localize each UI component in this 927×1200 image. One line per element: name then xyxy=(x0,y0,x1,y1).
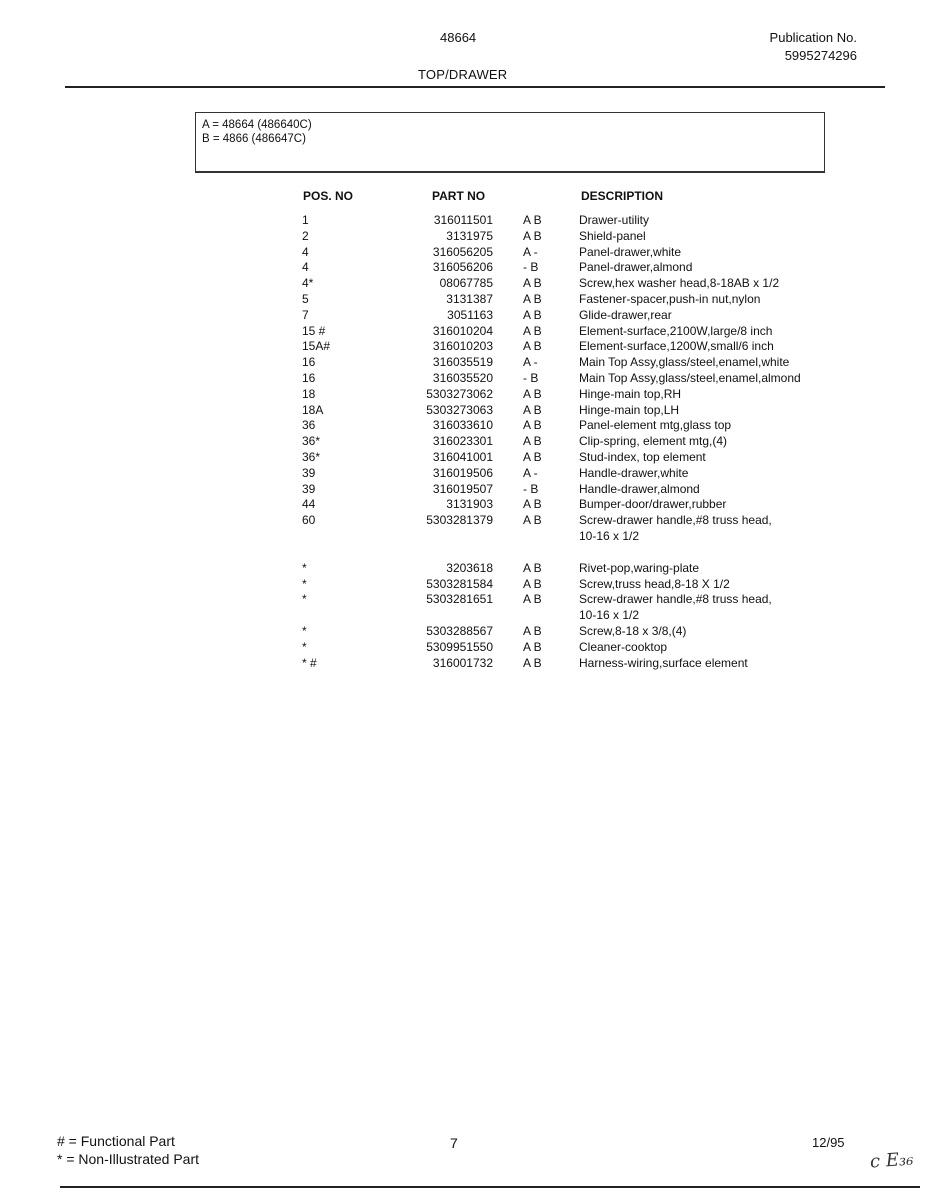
part-number-cell: 316056206 xyxy=(432,260,493,275)
description-cell xyxy=(579,434,727,450)
column-header-part: PART NO xyxy=(432,189,486,203)
description-cell xyxy=(579,229,646,245)
model-applicability-cell: A B xyxy=(523,213,542,227)
table-row xyxy=(300,497,860,513)
description-cell xyxy=(579,640,667,656)
part-number-cell: 3203618 xyxy=(446,560,493,575)
description-cell xyxy=(579,245,681,261)
table-row xyxy=(300,513,860,545)
description-cell xyxy=(579,260,692,276)
model-applicability-cell: A B xyxy=(523,418,542,433)
table-row xyxy=(300,418,860,434)
part-number-cell: 5303281584 xyxy=(426,576,493,591)
description-cell xyxy=(579,387,681,403)
table-row xyxy=(300,466,860,482)
pos-cell: 15 # xyxy=(302,323,326,338)
pos-cell: 4 xyxy=(302,244,309,259)
table-row xyxy=(300,403,860,419)
model-applicability-cell: A B xyxy=(523,228,542,243)
description-line: Panel-drawer,white xyxy=(579,244,682,259)
part-number-cell: 3131975 xyxy=(446,228,493,243)
pos-cell: 60 xyxy=(302,513,316,528)
description-line: Stud-index, top element xyxy=(579,449,706,464)
model-applicability-cell: A B xyxy=(523,639,542,654)
part-number-cell: 316019507 xyxy=(432,481,493,496)
header-divider xyxy=(65,86,885,88)
model-applicability-cell: A B xyxy=(523,291,542,306)
description-cell xyxy=(579,592,772,624)
description-line: Element-surface,2100W,large/8 inch xyxy=(579,323,773,338)
table-row xyxy=(300,592,860,624)
part-number-cell: 316035519 xyxy=(432,355,493,370)
table-row xyxy=(300,434,860,450)
model-applicability-cell: A B xyxy=(523,592,542,607)
part-number-cell: 3131903 xyxy=(446,497,493,512)
model-applicability-cell: A B xyxy=(523,623,542,638)
pos-cell: 18A xyxy=(302,402,324,417)
model-applicability-cell: - B xyxy=(523,481,539,496)
pos-cell: 36* xyxy=(302,449,321,464)
model-applicability-cell: A B xyxy=(523,434,542,449)
footer-divider xyxy=(60,1186,920,1188)
non-illustrated-part-note: * = Non-Illustrated Part xyxy=(57,1151,200,1167)
part-number-cell: 316041001 xyxy=(432,449,493,464)
pos-cell: 44 xyxy=(302,497,316,512)
description-line: Fastener-spacer,push-in nut,nylon xyxy=(579,291,761,306)
pos-cell: 4* xyxy=(302,276,314,291)
pos-cell: 15A# xyxy=(302,339,331,354)
handwritten-mark: c E₃₆ xyxy=(869,1148,915,1173)
description-continuation: 10-16 x 1/2 xyxy=(579,608,640,623)
part-number-cell: 5303288567 xyxy=(426,623,493,638)
table-row xyxy=(300,308,860,324)
model-applicability-cell: A - xyxy=(523,355,538,370)
table-row xyxy=(300,213,860,229)
pos-cell: 36* xyxy=(302,434,321,449)
part-number-cell: 5303273063 xyxy=(426,402,493,417)
publication-number: 5995274296 xyxy=(784,48,857,63)
pos-cell: 4 xyxy=(302,260,309,275)
model-applicability-cell: A B xyxy=(523,513,542,528)
description-cell xyxy=(579,292,760,308)
pos-cell: 39 xyxy=(302,481,316,496)
legend-a: A = 48664 (486640C) xyxy=(202,119,312,131)
table-row xyxy=(300,482,860,498)
table-row xyxy=(300,387,860,403)
model-applicability-cell: A B xyxy=(523,655,542,670)
description-cell xyxy=(579,308,672,324)
table-row xyxy=(300,577,860,593)
model-applicability-cell: - B xyxy=(523,370,539,385)
table-row xyxy=(300,245,860,261)
pos-cell: 39 xyxy=(302,465,316,480)
part-number-cell: 316056205 xyxy=(432,244,493,259)
description-line: Screw-drawer handle,#8 truss head, xyxy=(579,592,772,607)
model-applicability-cell: A B xyxy=(523,276,542,291)
publication-label: Publication No. xyxy=(769,30,857,45)
description-line: Panel-element mtg,glass top xyxy=(579,418,732,433)
part-number-cell: 316001732 xyxy=(432,655,493,670)
description-line: Panel-drawer,almond xyxy=(579,260,693,275)
description-cell xyxy=(579,466,688,482)
description-line: Handle-drawer,almond xyxy=(579,481,700,496)
model-number: 48664 xyxy=(440,30,477,45)
parts-list xyxy=(300,213,860,671)
table-row xyxy=(300,355,860,371)
part-number-cell: 5303281379 xyxy=(426,513,493,528)
description-continuation: 10-16 x 1/2 xyxy=(579,528,640,543)
table-row xyxy=(300,292,860,308)
description-line: Drawer-utility xyxy=(579,213,650,227)
description-line: Element-surface,1200W,small/6 inch xyxy=(579,339,774,354)
pos-cell: * xyxy=(302,560,307,575)
description-line: Main Top Assy,glass/steel,enamel,almond xyxy=(579,370,801,385)
part-number-cell: 08067785 xyxy=(439,276,493,291)
description-cell xyxy=(579,324,772,340)
model-applicability-cell: A B xyxy=(523,560,542,575)
pos-cell: 18 xyxy=(302,386,316,401)
description-line: Clip-spring, element mtg,(4) xyxy=(579,434,728,449)
description-cell xyxy=(579,624,686,640)
table-row xyxy=(300,371,860,387)
pos-cell: * xyxy=(302,576,307,591)
part-number-cell: 5303273062 xyxy=(426,386,493,401)
part-number-cell: 316010204 xyxy=(432,323,493,338)
description-line: Screw-drawer handle,#8 truss head, xyxy=(579,513,772,528)
section-title: TOP/DRAWER xyxy=(418,67,508,82)
model-applicability-cell: A B xyxy=(523,307,542,322)
description-cell xyxy=(579,513,772,545)
part-number-cell: 5303281651 xyxy=(426,592,493,607)
model-applicability-cell: A B xyxy=(523,339,542,354)
table-row xyxy=(300,276,860,292)
part-number-cell: 316023301 xyxy=(432,434,493,449)
pos-cell: 2 xyxy=(302,228,309,243)
description-cell xyxy=(579,371,801,387)
pos-cell: * xyxy=(302,592,307,607)
table-row xyxy=(300,450,860,466)
page-number: 7 xyxy=(450,1135,458,1151)
description-cell xyxy=(579,355,789,371)
description-line: Screw,hex washer head,8-18AB x 1/2 xyxy=(579,276,780,291)
pos-cell: * xyxy=(302,639,307,654)
table-row xyxy=(300,624,860,640)
model-applicability-cell: A - xyxy=(523,244,538,259)
model-legend-box xyxy=(195,112,825,173)
description-line: Screw,8-18 x 3/8,(4) xyxy=(579,623,687,638)
part-number-cell: 316033610 xyxy=(432,418,493,433)
table-row xyxy=(300,656,860,672)
revision-date: 12/95 xyxy=(812,1135,845,1150)
description-line: Bumper-door/drawer,rubber xyxy=(579,497,727,512)
description-cell xyxy=(579,561,699,577)
pos-cell: 16 xyxy=(302,355,316,370)
part-number-cell: 316035520 xyxy=(432,370,493,385)
model-applicability-cell: - B xyxy=(523,260,539,275)
description-cell xyxy=(579,418,731,434)
description-line: Cleaner-cooktop xyxy=(579,639,668,654)
pos-cell: 16 xyxy=(302,370,316,385)
description-cell xyxy=(579,656,748,672)
pos-cell: 5 xyxy=(302,291,309,306)
column-header-pos: POS. NO xyxy=(303,189,354,203)
description-cell xyxy=(579,403,679,419)
description-line: Glide-drawer,rear xyxy=(579,307,672,322)
description-cell xyxy=(579,497,726,513)
description-line: Hinge-main top,LH xyxy=(579,402,680,417)
description-cell xyxy=(579,276,779,292)
table-row xyxy=(300,229,860,245)
table-row xyxy=(300,640,860,656)
model-applicability-cell: A B xyxy=(523,449,542,464)
part-number-cell: 3131387 xyxy=(446,291,493,306)
model-applicability-cell: A B xyxy=(523,402,542,417)
part-number-cell: 316019506 xyxy=(432,465,493,480)
description-line: Rivet-pop,waring-plate xyxy=(579,560,700,575)
description-cell xyxy=(579,213,649,229)
part-number-cell: 316010203 xyxy=(432,339,493,354)
pos-cell: 36 xyxy=(302,418,316,433)
pos-cell: 7 xyxy=(302,307,309,322)
description-line: Main Top Assy,glass/steel,enamel,white xyxy=(579,355,790,370)
pos-cell: 1 xyxy=(302,213,309,227)
description-line: Screw,truss head,8-18 X 1/2 xyxy=(579,576,730,591)
description-cell xyxy=(579,577,730,593)
model-applicability-cell: A B xyxy=(523,323,542,338)
description-cell xyxy=(579,339,774,355)
functional-part-note: # = Functional Part xyxy=(57,1133,175,1149)
pos-cell: * xyxy=(302,623,307,638)
part-number-cell: 5309951550 xyxy=(426,639,493,654)
description-line: Hinge-main top,RH xyxy=(579,386,682,401)
model-applicability-cell: A B xyxy=(523,576,542,591)
description-cell xyxy=(579,482,700,498)
table-row xyxy=(300,260,860,276)
table-row xyxy=(300,339,860,355)
column-header-description: DESCRIPTION xyxy=(581,189,664,203)
description-line: Harness-wiring,surface element xyxy=(579,655,748,670)
table-row xyxy=(300,561,860,577)
description-cell xyxy=(579,450,706,466)
model-applicability-cell: A - xyxy=(523,465,538,480)
table-row xyxy=(300,324,860,340)
model-applicability-cell: A B xyxy=(523,386,542,401)
part-number-cell: 3051163 xyxy=(447,307,493,322)
model-applicability-cell: A B xyxy=(523,497,542,512)
description-line: Shield-panel xyxy=(579,228,646,243)
description-line: Handle-drawer,white xyxy=(579,465,689,480)
pos-cell: * # xyxy=(302,655,317,670)
part-number-cell: 316011501 xyxy=(433,213,493,227)
legend-b: B = 4866 (486647C) xyxy=(202,133,306,145)
